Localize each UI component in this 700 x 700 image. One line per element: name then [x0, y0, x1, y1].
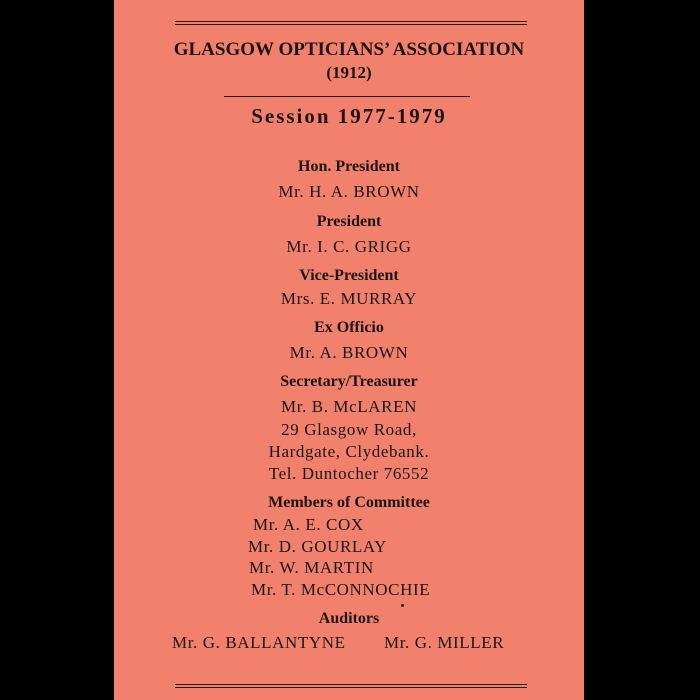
vice-president-name: Mrs. E. MURRAY — [280, 289, 418, 308]
secretary-telephone: Tel. Duntocher 76552 — [268, 464, 430, 483]
hon-president-name: Mr. H. A. BROWN — [278, 182, 420, 201]
auditors-label: Auditors — [318, 610, 380, 627]
secretary-address-line1: 29 Glasgow Road, — [281, 420, 417, 439]
committee-member: Mr. T. McCONNOCHIE — [251, 580, 431, 599]
president-name: Mr. I. C. GRIGG — [286, 237, 412, 256]
session-heading: Session 1977-1979 — [251, 104, 447, 128]
vice-president-label: Vice-President — [299, 267, 399, 284]
ex-officio-label: Ex Officio — [314, 319, 384, 336]
session-rule — [224, 96, 470, 97]
hon-president-label: Hon. President — [298, 158, 400, 175]
committee-member: Mr. A. E. COX — [253, 515, 364, 534]
committee-label: Members of Committee — [268, 494, 430, 511]
president-label: President — [316, 213, 382, 230]
secretary-label: Secretary/Treasurer — [280, 373, 418, 390]
secretary-name: Mr. B. McLAREN — [281, 397, 417, 416]
top-double-rule — [175, 21, 527, 25]
auditor-name: Mr. G. MILLER — [384, 633, 505, 652]
association-title: GLASGOW OPTICIANS’ ASSOCIATION — [173, 39, 525, 60]
auditor-name: Mr. G. BALLANTYNE — [172, 633, 346, 652]
ex-officio-name: Mr. A. BROWN — [289, 343, 409, 362]
committee-member: Mr. D. GOURLAY — [248, 537, 388, 556]
committee-member: Mr. W. MARTIN — [249, 558, 374, 577]
ink-speck — [401, 604, 404, 607]
bottom-double-rule — [175, 684, 527, 688]
secretary-address-line2: Hardgate, Clydebank. — [268, 442, 430, 461]
founding-year: (1912) — [326, 63, 372, 82]
